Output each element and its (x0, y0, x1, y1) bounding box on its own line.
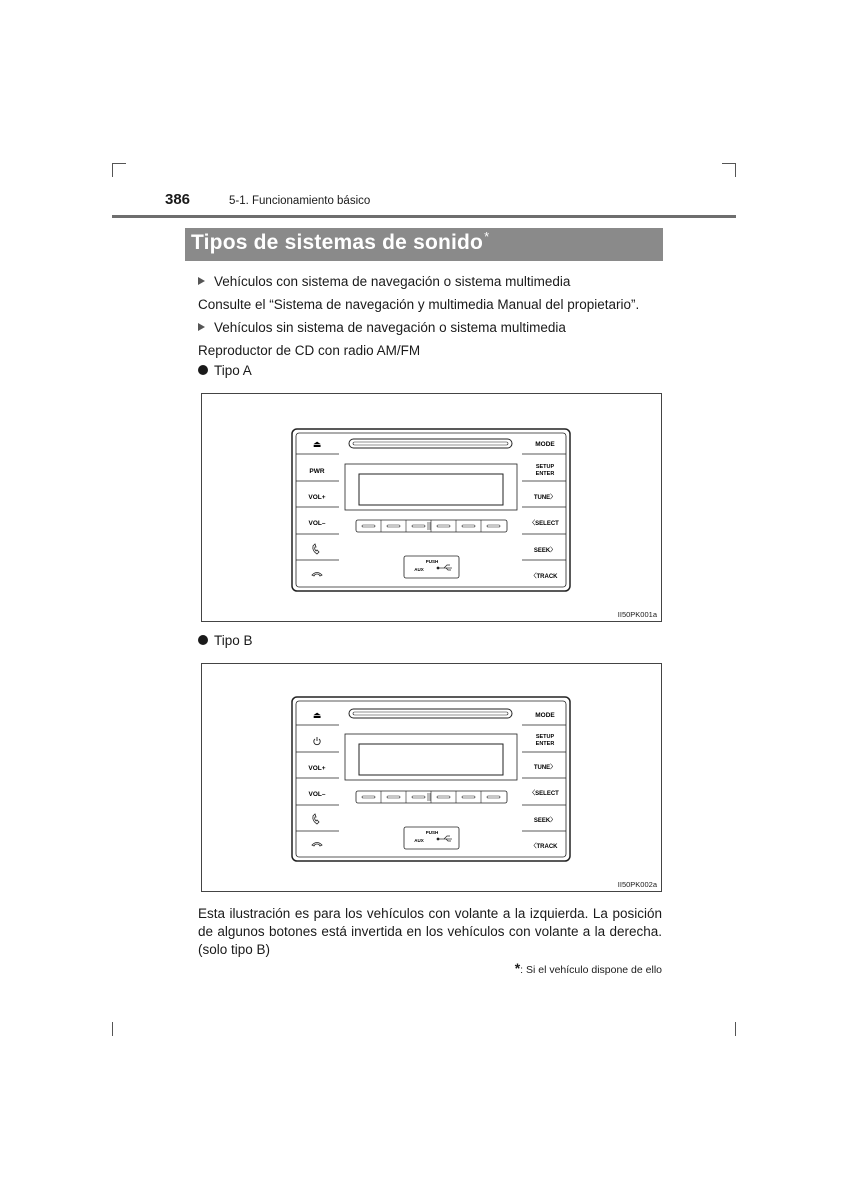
phone-icon (313, 814, 319, 824)
reference-text: Consulte el “Sistema de navegación y multimedia Manual del propietario”. (198, 297, 640, 312)
crop-mark (112, 163, 126, 164)
triangle-bullet-icon (198, 277, 205, 285)
list-item (198, 274, 570, 289)
crop-mark (722, 163, 736, 164)
bullet-icon (198, 635, 208, 645)
cd-player-text: Reproductor de CD con radio AM/FM (198, 343, 421, 358)
mode-button-label: MODE (535, 712, 555, 719)
footnote (515, 960, 662, 976)
header-divider (112, 215, 736, 218)
page-title (185, 228, 663, 261)
radio-tipo-b (202, 664, 661, 891)
setup-label: SETUP (535, 464, 555, 470)
seek-button-label: SEEK〉 (533, 818, 557, 824)
hangup-icon (312, 843, 322, 847)
crop-mark (735, 163, 736, 177)
eject-icon: ⏏ (312, 439, 322, 449)
bullet-icon (198, 365, 208, 375)
figure-tipo-b (201, 663, 662, 892)
aux-push-label: PUSH (425, 830, 439, 835)
eject-icon: ⏏ (312, 710, 322, 720)
tune-button-label: TUNE〉 (533, 765, 557, 771)
item-no-nav-text: Vehículos sin sistema de navegación o sistema multimedia (214, 320, 566, 335)
radio-tipo-a (202, 394, 661, 621)
setup-label: SETUP (535, 734, 555, 740)
usb-icon (437, 565, 452, 570)
aux-label: AUX (414, 838, 424, 843)
list-item (198, 320, 566, 335)
tipo-a-text: Tipo A (214, 363, 252, 378)
aux-label: AUX (414, 567, 424, 572)
track-button-label: 〈TRACK (530, 844, 558, 850)
phone-icon (313, 544, 319, 554)
footnote-star: * (514, 960, 521, 976)
title-text: Tipos de sistemas de sonido (191, 231, 484, 254)
item-nav-text: Vehículos con sistema de navegación o sistema multimedia (214, 274, 571, 289)
figure-tipo-a (201, 393, 662, 622)
section-heading: 5-1. Funcionamiento básico (229, 195, 371, 207)
select-button-label: 〈SELECT (529, 521, 559, 527)
tipo-a-label (198, 363, 252, 378)
mode-button-label: MODE (535, 441, 555, 448)
power-icon (314, 737, 320, 745)
figure-code: II50PK002a (617, 880, 657, 889)
note-paragraph: Esta ilustración es para los vehículos con volante a la izquierda. La posición de algunos botones está invertida en los vehículos con volante a la derecha. (solo tipo B) (198, 906, 662, 957)
title-star: * (484, 229, 490, 244)
crop-mark (112, 163, 113, 177)
tipo-b-text: Tipo B (214, 633, 253, 648)
hangup-icon (312, 573, 322, 577)
crop-mark (112, 1022, 113, 1036)
aux-push-label: PUSH (425, 559, 439, 564)
seek-button-label: SEEK〉 (533, 548, 557, 554)
enter-label: ENTER (535, 741, 555, 747)
vol-down-label: VOL– (308, 791, 326, 798)
triangle-bullet-icon (198, 323, 205, 331)
page-number: 386 (165, 191, 191, 208)
tune-button-label: TUNE〉 (533, 495, 557, 501)
footnote-text: : Si el vehículo dispone de ello (520, 964, 662, 976)
vol-up-label: VOL+ (308, 765, 326, 772)
vol-down-label: VOL– (308, 520, 326, 527)
track-button-label: 〈TRACK (530, 574, 558, 580)
vol-up-label: VOL+ (308, 494, 326, 501)
enter-label: ENTER (535, 471, 555, 477)
crop-mark (735, 1022, 736, 1036)
tipo-b-label (198, 633, 253, 648)
pwr-button-label: PWR (309, 468, 325, 475)
usb-icon (437, 836, 452, 841)
select-button-label: 〈SELECT (529, 791, 559, 797)
figure-code: II50PK001a (617, 610, 657, 619)
